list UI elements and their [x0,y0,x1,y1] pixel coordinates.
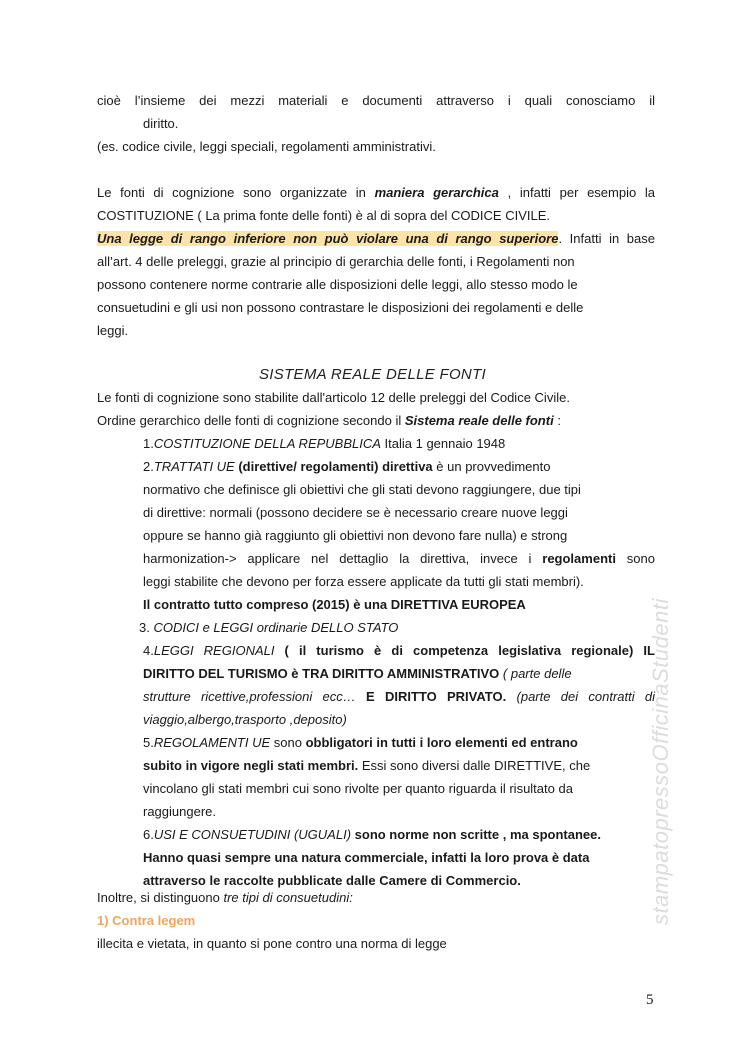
text-line: raggiungere. [143,804,216,819]
emphasis: maniera gerarchica [374,185,499,200]
text-line: all’art. 4 delle preleggi, grazie al principio di gerarchia delle fonti, i Regolamenti non [97,254,575,269]
text-line [143,665,655,683]
text-line: leggi stabilite che devono per forza essere applicate da tutti gli stati membri). [143,574,584,589]
text: harmonization-> applicare nel dettaglio la direttiva, invece i [143,551,543,566]
subheading: 1) Contra legem [97,913,196,928]
text-line: leggi. [97,323,129,338]
text: COSTITUZIONE DELLA REPUBBLICA [153,436,381,451]
text: REGOLAMENTI UE [153,735,271,750]
text: subito in vigore negli stati membri. [143,758,359,773]
text: viaggio,albergo,trasporto ,deposito) [143,712,347,727]
text-line [97,230,655,248]
emphasis: Sistema reale delle fonti [404,413,554,428]
text: , infatti per esempio la [498,185,656,200]
text-line: (es. codice civile, leggi speciali, regolamenti amministrativi. [97,139,436,154]
text-line: cioè l’insieme dei mezzi materiali e documenti attraverso i quali conosciamo il [97,93,655,108]
text-line: vincolano gli stati membri cui sono rivolte per quanto riguarda il risultato da [143,781,573,796]
text: : [553,413,561,428]
text: attraverso le raccolte pubblicate dalle Camere di Commercio. [143,873,521,888]
text: CODICI e LEGGI ordinarie DELLO STATO [153,620,399,635]
text-line [143,596,655,614]
text: Inoltre, si distinguono [97,890,224,905]
text-line: normativo che definisce gli obiettivi che gli stati devono raggiungere, due tipi [143,482,581,497]
text: Il contratto tutto compreso (2015) è una DIRETTIVA EUROPEA [143,597,526,612]
text-line: COSTITUZIONE ( La prima fonte delle fonti) è al di sopra del CODICE CIVILE. [97,208,550,223]
text-line: di direttive: normali (possono decidere se è necessario creare nuove leggi [143,505,568,520]
text: tre tipi di consuetudini: [223,890,353,905]
text: 5. [143,735,154,750]
text-line [97,412,655,430]
text: sono norme non scritte , ma spontanee. [351,827,601,842]
text: Hanno quasi sempre una natura commerciale, infatti la loro prova è data [143,850,590,865]
text-line [143,757,655,775]
text: . Infatti in base [558,231,655,246]
list-item [143,458,655,476]
text: 3. [139,620,154,635]
text-line: illecita e vietata, in quanto si pone contro una norma di legge [97,936,447,951]
text-line [97,889,655,907]
text: 6. [143,827,154,842]
text: LEGGI REGIONALI [153,643,275,658]
text-line: oppure se hanno già raggiunto gli obiettivi non devono fare nulla) e strong [143,528,568,543]
text: ( il turismo è di competenza legislativa regionale) IL [274,643,655,658]
text: sono [615,551,655,566]
text: (direttive/ regolamenti) direttiva [234,459,433,474]
text-line [97,184,655,202]
list-item [139,619,651,637]
text: USI E CONSUETUDINI (UGUALI) [153,827,352,842]
text-line [143,711,655,729]
list-item [143,734,655,752]
text-line: diritto. [143,116,179,131]
text: Italia 1 gennaio 1948 [380,436,506,451]
text: strutture ricettive,professioni ecc… [143,689,356,704]
text: TRATTATI UE [153,459,235,474]
text-line: Le fonti di cognizione sono stabilite dall'articolo 12 delle preleggi del Codice Civile. [97,390,570,405]
text: sono [270,735,306,750]
highlighted-text: Una legge di rango inferiore non può violare una di rango superiore [97,231,559,246]
text: Le fonti di cognizione sono organizzate in [97,185,375,200]
text: 1. [143,436,154,451]
text: 2. [143,459,154,474]
list-item [143,826,655,844]
text-line: consuetudini e gli usi non possono contrastare le disposizioni dei regolamenti e delle [97,300,584,315]
text: Ordine gerarchico delle fonti di cognizione secondo il [97,413,405,428]
text-line [143,872,655,890]
text: E DIRITTO PRIVATO. [355,689,507,704]
text: ( parte delle [499,666,572,681]
text: è un provvedimento [432,459,551,474]
text: (parte dei contratti di [506,689,656,704]
section-heading: SISTEMA REALE DELLE FONTI [259,366,486,383]
text-line [143,849,655,867]
page-number: 5 [646,992,654,1008]
text: regolamenti [542,551,616,566]
text-line [143,688,655,706]
watermark: stampatopressoOfficinaStudenti [648,598,673,925]
list-item [143,642,655,660]
text-line [143,550,655,568]
text-line: possono contenere norme contrarie alle disposizioni delle leggi, allo stesso modo le [97,277,578,292]
text: obbligatori in tutti i loro elementi ed entrano [305,735,578,750]
text: 4. [143,643,154,658]
list-item [143,435,655,453]
text: DIRITTO DEL TURISMO è TRA DIRITTO AMMINISTRATIVO [143,666,500,681]
text: Essi sono diversi dalle DIRETTIVE, che [358,758,591,773]
